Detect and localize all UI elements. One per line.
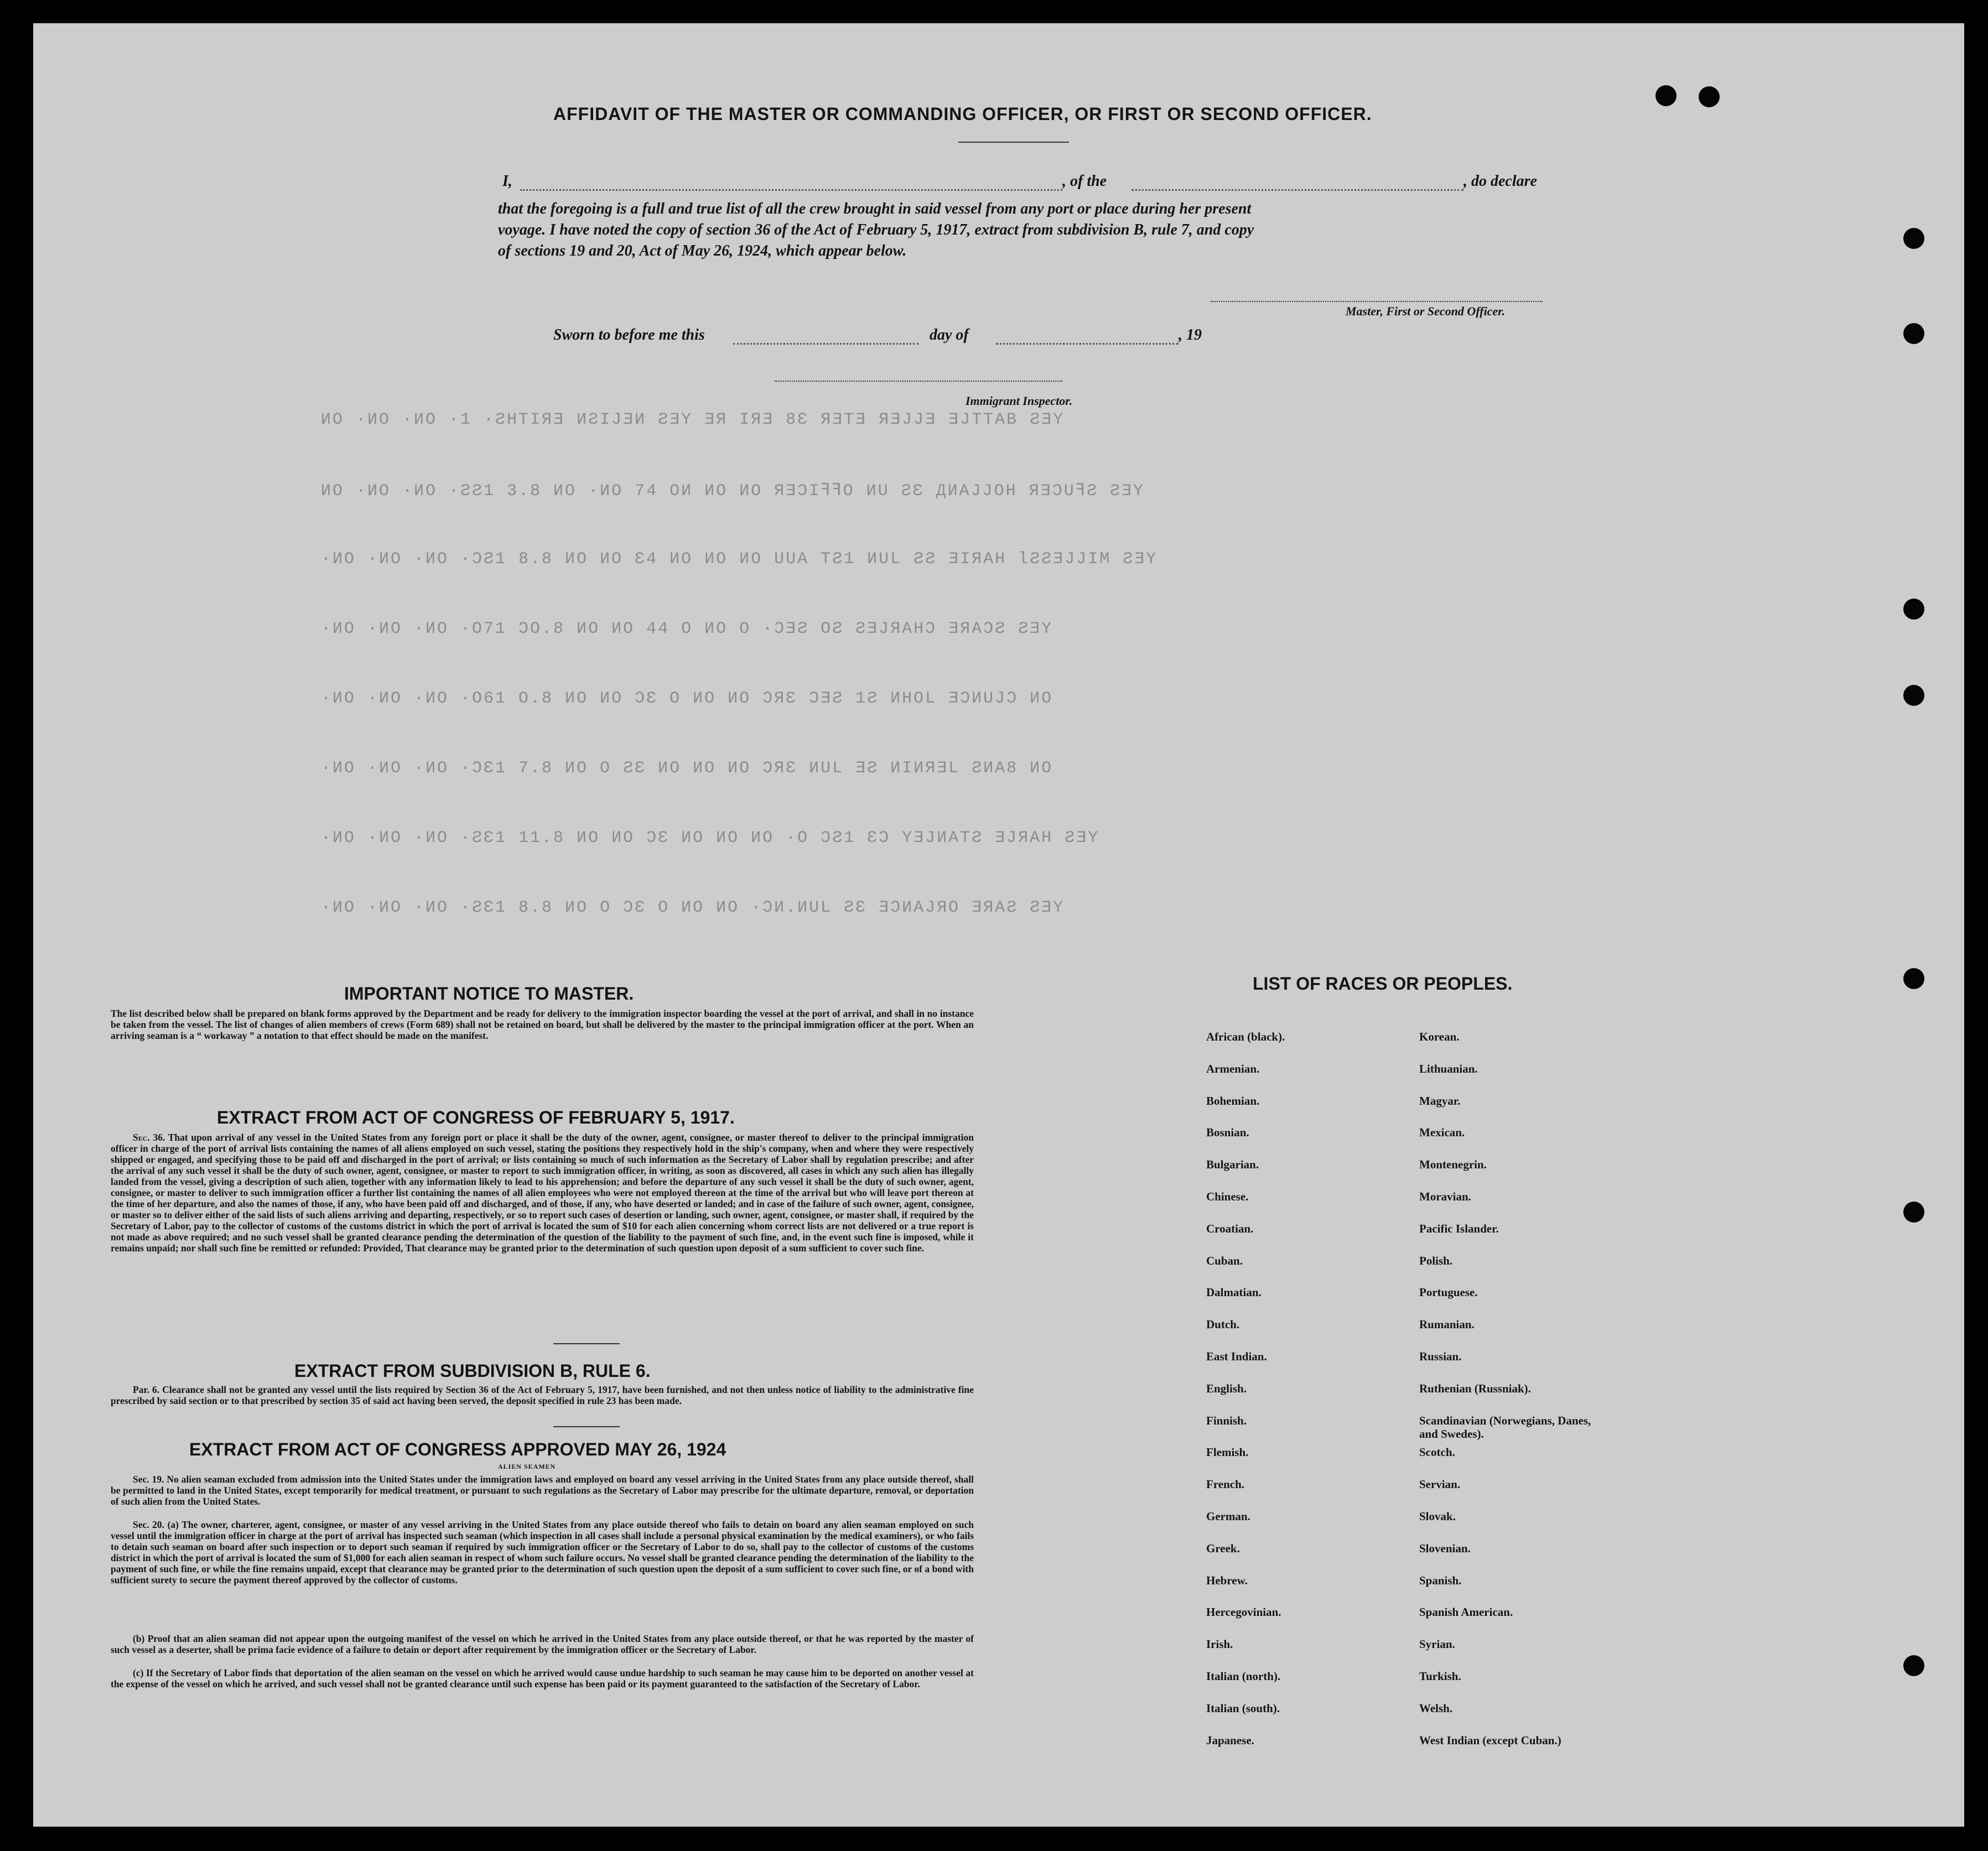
punch-hole [1655, 85, 1676, 106]
race-item: Armenian. [1206, 1062, 1260, 1075]
race-item: Dutch. [1206, 1318, 1240, 1332]
race-item: Flemish. [1206, 1446, 1249, 1459]
race-item: Ruthenian (Russniak). [1419, 1381, 1531, 1395]
punch-hole [1903, 599, 1924, 620]
race-item: Pacific Islander. [1419, 1221, 1499, 1235]
race-item: Portuguese. [1419, 1286, 1478, 1299]
punch-hole [1903, 968, 1924, 989]
signature-label: Master, First or Second Officer. [1346, 304, 1506, 318]
sworn-label: Sworn to before me this [553, 326, 705, 344]
race-item: Welsh. [1419, 1701, 1453, 1715]
race-item: Italian (north). [1206, 1670, 1281, 1683]
race-item: Lithuanian. [1419, 1062, 1478, 1075]
extract-1917-body [111, 1132, 974, 1254]
affidavit-declare-label: , do declare [1463, 173, 1537, 190]
race-item: Servian. [1419, 1478, 1461, 1491]
section-divider [553, 1426, 620, 1427]
race-item: Magyar. [1419, 1094, 1461, 1108]
race-item: Hercegovinian. [1206, 1605, 1281, 1619]
race-item: Moravian. [1419, 1190, 1471, 1203]
races-title: LIST OF RACES OR PEOPLES. [1253, 974, 1513, 994]
name-blank[interactable] [520, 189, 1062, 191]
notice-body: The list described below shall be prepared on blank forms approved by the Department and be ready for delivery to the immigration inspector boarding the vessel at the port of arrival, and shall in no instance be taken from the vessel. The list of changes of alien members of crews (Form 689) shall not be retained on board, but shall be delivered by the master to the principal immigration officer at the port. When an arriving seaman is a “ workaway ” a notation to that effect should be made on the manifest. [111, 1008, 974, 1041]
race-item: Scotch. [1419, 1446, 1455, 1459]
sworn-month-blank[interactable] [996, 343, 1179, 345]
race-item: West Indian (except Cuban.) [1419, 1733, 1561, 1747]
race-item: Syrian. [1419, 1637, 1455, 1651]
bleed-through-row: ·ИO ·ИO ·ИO ·ƆƧ1 8.8 ИO ИO Ɛ4 ИO ИO ИO UUA TƧ1 ИUL ƧƧ ƎIЯAH ƖƧƧƎJJIM ƧƎY [321, 550, 1158, 569]
manifest-sheet [33, 23, 1964, 1827]
signature-line [1211, 301, 1543, 302]
race-item: Irish. [1206, 1637, 1233, 1651]
punch-hole [1903, 228, 1924, 249]
race-item: Bohemian. [1206, 1094, 1260, 1108]
race-item: Dalmatian. [1206, 1286, 1262, 1299]
race-item: Turkish. [1419, 1670, 1461, 1683]
race-item: Bosnian. [1206, 1126, 1249, 1140]
extract-1924-subtitle: ALIEN SEAMEN [498, 1463, 556, 1470]
race-item: French. [1206, 1478, 1245, 1491]
bleed-through-row: ·ИO ·ИO ·ИO ·ƧƐ1 8.8 ИO O ƆƐ O ИO ИO ·ƆИ.ИUL ƧƐ ƎƆИAJЯO ƎЯAƧ ƧƎY [321, 898, 1065, 917]
inspector-line [775, 381, 1062, 382]
race-item: Bulgarian. [1206, 1158, 1259, 1172]
punch-hole [1903, 685, 1924, 706]
race-item: Rumanian. [1419, 1318, 1475, 1332]
bleed-through-row: ИO ·ИO ·ИO ·ƧƧ1 3.8 ИO ·ИO 74 OИ ИO ИO ЯƎƆIꟻꟻO ИU ƧƐ ДИAJJOH ЯƎƆUꟻƧ ƧƎY [321, 482, 1145, 501]
punch-hole [1903, 323, 1924, 344]
extract-1924-sec20a: Sec. 20. (a) The owner, charterer, agent, consignee, or master of any vessel arriving in the United States from any place outside thereof who fails to detain on board any alien seaman employed on such vessel until the immigration officer in charge at the port of arrival has inspected such seaman (which inspection in all cases shall include a personal physical examination by the medical examiners), or who fails to detain such seaman on board after such inspection or to deport such seaman if required by such immigration officer or the Secretary of Labor to do so, shall pay to the collector of customs of the customs district in which the port of arrival is located the sum of $1,000 for each alien seaman in respect of whom such failure occurs. No vessel shall be granted clearance pending the determination of the liability to the payment of such fine, or while the fine remains unpaid, except that clearance may be granted prior to the determination of such question upon the deposit of a sum sufficient to cover such fine, or of a bond with sufficient surety to secure the payment thereof approved by the collector of customs. [111, 1519, 974, 1585]
race-item: Greek. [1206, 1541, 1240, 1555]
race-item: Hebrew. [1206, 1573, 1248, 1587]
race-item: Italian (south). [1206, 1701, 1280, 1715]
race-item: Cuban. [1206, 1254, 1243, 1267]
extract-1924-sec19: Sec. 19. No alien seaman excluded from admission into the United States under the immigration laws and employed on board any vessel arriving in the United States from any place outside thereof, shall be permitted to land in the United States, except temporarily for medical treatment, or pursuant to such regulations as the Secretary of Labor may prescribe for the ultimate departure, removal, or deportation of such alien from the United States. [111, 1474, 974, 1507]
race-item: Mexican. [1419, 1126, 1465, 1140]
punch-hole [1699, 86, 1720, 107]
day-of-label: day of [930, 326, 969, 344]
race-item: Scandinavian (Norwegians, Danes, and Swedes). [1419, 1413, 1591, 1441]
race-item: Polish. [1419, 1254, 1453, 1267]
race-item: Finnish. [1206, 1413, 1247, 1427]
punch-hole [1903, 1202, 1924, 1223]
extract-1924-sec20b: (b) Proof that an alien seaman did not appear upon the outgoing manifest of the vessel on which he arrived in the United States from any place outside thereof, or that he was reported by the master of such vessel as a deserter, shall be prima facie evidence of a failure to detain or deport after requirement by the immigration officer or the Secretary of Labor. [111, 1633, 974, 1655]
extract-rule6-title: EXTRACT FROM SUBDIVISION B, RULE 6. [294, 1361, 651, 1381]
race-item: Chinese. [1206, 1190, 1249, 1203]
bleed-through-row: ИO ·ИO ·ИO ·1 ·ƧHTIЯƎ ИƧIJƎИ ƧƎY ƎЯ IЯƎ 8Ɛ ЯƎTƎ ЯƎJJƎ ƎJTTAB ƧƎY [321, 410, 1065, 429]
extract-rule6-body: Par. 6. Clearance shall not be granted any vessel until the lists required by Section 36 of the Act of February 5, 1917, have been furnished, and not then unless notice of liability to the administrative fine prescribed by said section or to that prescribed by section 35 of said act having been served, the deposit specified in rule 23 has been made. [111, 1384, 974, 1406]
extract-1917-title: EXTRACT FROM ACT OF CONGRESS OF FEBRUARY 5, 1917. [217, 1108, 735, 1127]
extract-1917-sec-label: Sec. 36. [133, 1132, 165, 1143]
affidavit-i-label: I, [502, 173, 512, 190]
affidavit-body-line1: that the foregoing is a full and true list of all the crew brought in said vessel from any port or place during her present [498, 200, 1252, 217]
affidavit-title: AFFIDAVIT OF THE MASTER OR COMMANDING OFFICER, OR FIRST OR SECOND OFFICER. [553, 104, 1372, 124]
notice-title: IMPORTANT NOTICE TO MASTER. [344, 984, 634, 1004]
race-item: English. [1206, 1381, 1247, 1395]
race-item: East Indian. [1206, 1350, 1267, 1363]
extract-1924-title: EXTRACT FROM ACT OF CONGRESS APPROVED MAY 26, 1924 [189, 1439, 726, 1459]
extract-1924-sec20c: (c) If the Secretary of Labor finds that deportation of the alien seaman on the vessel on which he arrived would cause undue hardship to such seaman he may cause him to be deported on another vessel at the expense of the vessel on which he arrived, and such vessel shall not be granted clearance until such expense has been paid or its payment guaranteed to the satisfaction of the Secretary of Labor. [111, 1667, 974, 1689]
race-item: Montenegrin. [1419, 1158, 1487, 1172]
race-item: African (black). [1206, 1030, 1285, 1043]
race-item: Croatian. [1206, 1221, 1254, 1235]
year-label: , 19 [1179, 326, 1202, 344]
race-item: Russian. [1419, 1350, 1462, 1363]
bleed-through-row: ·ИO ·ИO ·ИO ·ƆƐ1 7.8 ИO O ƧƐ ИO ИO ИO ƆЯƐ ИUL ƎƧ ИIИЯƎL ƧИA8 ИO [321, 759, 1053, 778]
race-item: Japanese. [1206, 1733, 1254, 1747]
race-item: Korean. [1419, 1030, 1460, 1043]
sworn-day-blank[interactable] [733, 343, 918, 345]
extract-1917-text: That upon arrival of any vessel in the United States from any foreign port or place it shall be the duty of the owner, agent, consignee, or master thereof to deliver to the principal immigration officer in charge of the port of arrival lists containing the names of all aliens employed on such vessel, stating the positions they respectively hold in the ship's company, when and where they were respectively shipped or engaged, and specifying those to be paid off and discharged in the port of arrival; or lists containing so much of such information as the Secretary of Labor shall by regulation prescribe; and after the arrival of any such vessel it shall be the duty of such owner, agent, consignee, or master to report to such immigration officer, in writing, as soon as discovered, all cases in which any such alien has illegally landed from the vessel, giving a description of such alien, together with any information likely to lead to his apprehension; and before the departure of any such vessel it shall be the duty of such owner, agent, consignee, or master to deliver to such immigration officer a further list containing the names of all alien employees who were not employed thereon at the time of the arrival but who will leave port thereon at the time of her departure, and also the names of those, if any, who have been paid off and discharged, and of those, if any, who have deserted or landed; and in case of the failure of such owner, agent, consignee, or master so to deliver either of the said lists of such aliens arriving and departing, respectively, or so to report such cases of desertion or landing, such owner, agent, consignee, or master shall, if required by the Secretary of Labor, pay to the collector of customs of the customs district in which the port of arrival is located the sum of $10 for each alien concerning whom correct lists are not delivered or a true report is not made as above required; and no such vessel shall be granted clearance pending the determination of the question of the liability to the payment of such fine, and, in the event such fine is imposed, while it remains unpaid; nor shall such fine be remitted or refunded: Provided, That clearance may be granted prior to the determination of such question upon deposit of a sum sufficient to cover such fine. [111, 1132, 974, 1254]
affidavit-of-the-label: , of the [1062, 173, 1107, 190]
affidavit-body-line2: voyage. I have noted the copy of section 36 of the Act of February 5, 1917, extract from subdivision B, rule 7, and copy [498, 221, 1254, 238]
title-underline [958, 142, 1069, 143]
race-item: German. [1206, 1510, 1250, 1523]
vessel-blank[interactable] [1131, 189, 1463, 191]
affidavit-body-line3: of sections 19 and 20, Act of May 26, 1924, which appear below. [498, 242, 907, 259]
bleed-through-row: ·ИO ·ИO ·ИO ·ƧƐ1 11.8 ИO ИO ƆƐ ИO ИO ИO ·O ƆƧ1 ƐƆ YƎJИATƧ ƎJЯAH ƧƎY [321, 829, 1100, 847]
inspector-label: Immigrant Inspector. [966, 394, 1073, 408]
race-item: Slovak. [1419, 1510, 1456, 1523]
bleed-through-row: ·ИO ·ИO ·ИO ·O61 O.8 ИO ИO ƆƐ O ИO ИO ƆЯƐ ƆƎƧ 1Ƨ ИHOL ƎƆИUJƆ ИO [321, 689, 1053, 708]
section-divider [553, 1343, 620, 1344]
punch-hole [1903, 1655, 1924, 1676]
race-item: Spanish. [1419, 1573, 1462, 1587]
bleed-through-row: ·ИO ·ИO ·ИO ·O71 ƆO.8 ИO ИO 44 O ИO O ·ƆƎƧ OƧ ƧƎJЯAHƆ ƎЯAƆƧ ƧƎY [321, 620, 1053, 638]
race-item: Spanish American. [1419, 1605, 1513, 1619]
race-item: Slovenian. [1419, 1541, 1471, 1555]
